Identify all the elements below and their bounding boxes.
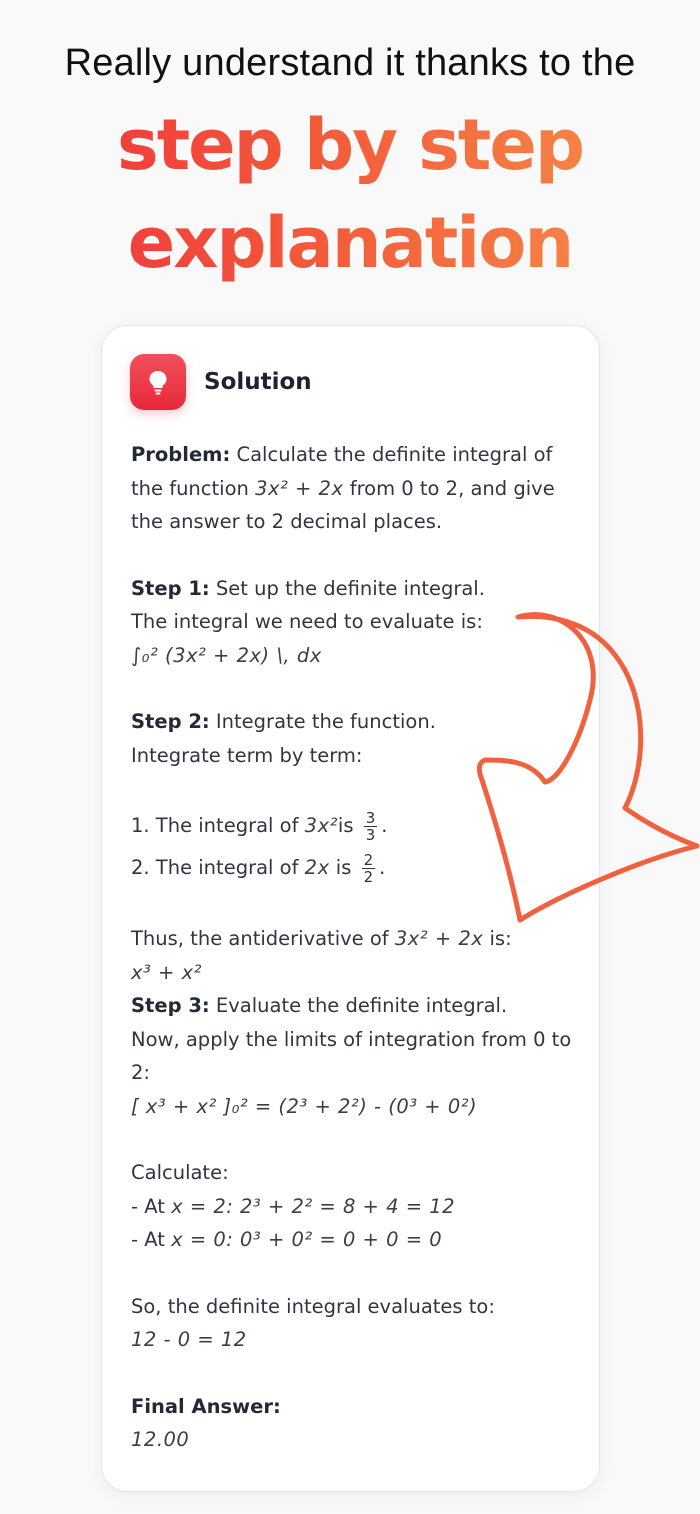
problem-label: Problem: xyxy=(131,443,231,466)
step2-heading xyxy=(131,705,576,739)
solution-card xyxy=(101,325,600,1492)
final-answer-value: 12.00 xyxy=(131,1428,190,1451)
step3-math: [ x³ + x² ]₀² = (2³ + 2²) - (0³ + 0²) xyxy=(131,1094,478,1118)
item2-text-b: is xyxy=(329,856,358,879)
problem-paragraph xyxy=(131,438,576,539)
step2-title: Integrate the function. xyxy=(209,710,436,733)
item2-numerator: 2 xyxy=(363,851,374,869)
item2-fraction xyxy=(362,852,376,885)
calculate-label: Calculate: xyxy=(131,1161,229,1184)
solution-content xyxy=(131,438,576,1457)
item1-numerator: 3 xyxy=(365,809,376,827)
antiderivative-math: x³ + x² xyxy=(131,960,202,984)
final-label: Final Answer: xyxy=(131,1394,281,1418)
step3-text: Now, apply the limits of integration from 0 to 2: xyxy=(131,1027,572,1084)
step1-label: Step 1: xyxy=(131,576,210,600)
problem-math: 3x² + 2x xyxy=(255,476,344,500)
step2-label: Step 2: xyxy=(131,710,210,733)
item2-math: 2x xyxy=(304,856,330,879)
lightbulb-icon xyxy=(130,354,186,410)
item2-denominator: 2 xyxy=(363,868,374,886)
antiderivative-intro xyxy=(131,922,576,956)
item1-fraction xyxy=(364,810,378,843)
item1-text-b: is xyxy=(337,814,360,837)
calc-line2 xyxy=(131,1223,576,1257)
card-title: Solution xyxy=(204,369,312,395)
hero-title-line2: explanation xyxy=(0,202,700,284)
step1-title: Set up the definite integral. xyxy=(209,576,485,600)
step1-text: The integral we need to evaluate is: xyxy=(131,610,483,633)
card-header xyxy=(130,354,312,410)
problem-text-end: from 0 to 2, and give the answer to 2 decimal places. xyxy=(131,476,555,533)
item2-text: 2. The integral of xyxy=(131,856,305,879)
step3-title: Evaluate the definite integral. xyxy=(209,994,508,1017)
step2-item2: 2. The integral of 2x is $\frac{2}{2}$ . xyxy=(131,851,386,886)
item1-math: 3x² xyxy=(304,814,338,837)
step1-math: ∫₀² (3x² + 2x) \, dx xyxy=(131,643,322,667)
step2-item1: 1. The integral of 3x²is $\frac{3}{3}$ . xyxy=(131,809,388,844)
step3-label: Step 3: xyxy=(131,994,210,1017)
calc1-prefix: - At xyxy=(131,1194,172,1218)
thus-math: 3x² + 2x xyxy=(394,927,484,950)
final-answer-label xyxy=(131,1390,576,1424)
thus-text: Thus, the antiderivative of xyxy=(131,927,395,950)
calc2-math: x = 0: 0³ + 0² = 0 + 0 = 0 xyxy=(171,1228,443,1251)
headline: Really understand it thanks to the xyxy=(64,42,636,84)
calc1-math: x = 2: 2³ + 2² = 8 + 4 = 12 xyxy=(171,1194,456,1218)
hero-title-line1: step by step xyxy=(0,104,700,186)
item1-text: 1. The integral of xyxy=(131,814,305,837)
step1-heading xyxy=(131,572,576,606)
so-math: 12 - 0 = 12 xyxy=(131,1328,247,1351)
so-text: So, the definite integral evaluates to: xyxy=(131,1294,495,1318)
problem-text: Calculate the definite integral of the function xyxy=(131,443,553,500)
item1-denominator: 3 xyxy=(365,826,376,844)
calc-line1 xyxy=(131,1190,576,1224)
thus-text-end: is: xyxy=(483,927,512,950)
step3-heading xyxy=(131,989,576,1023)
calc2-prefix: - At xyxy=(131,1228,172,1251)
step2-text: Integrate term by term: xyxy=(131,743,363,767)
